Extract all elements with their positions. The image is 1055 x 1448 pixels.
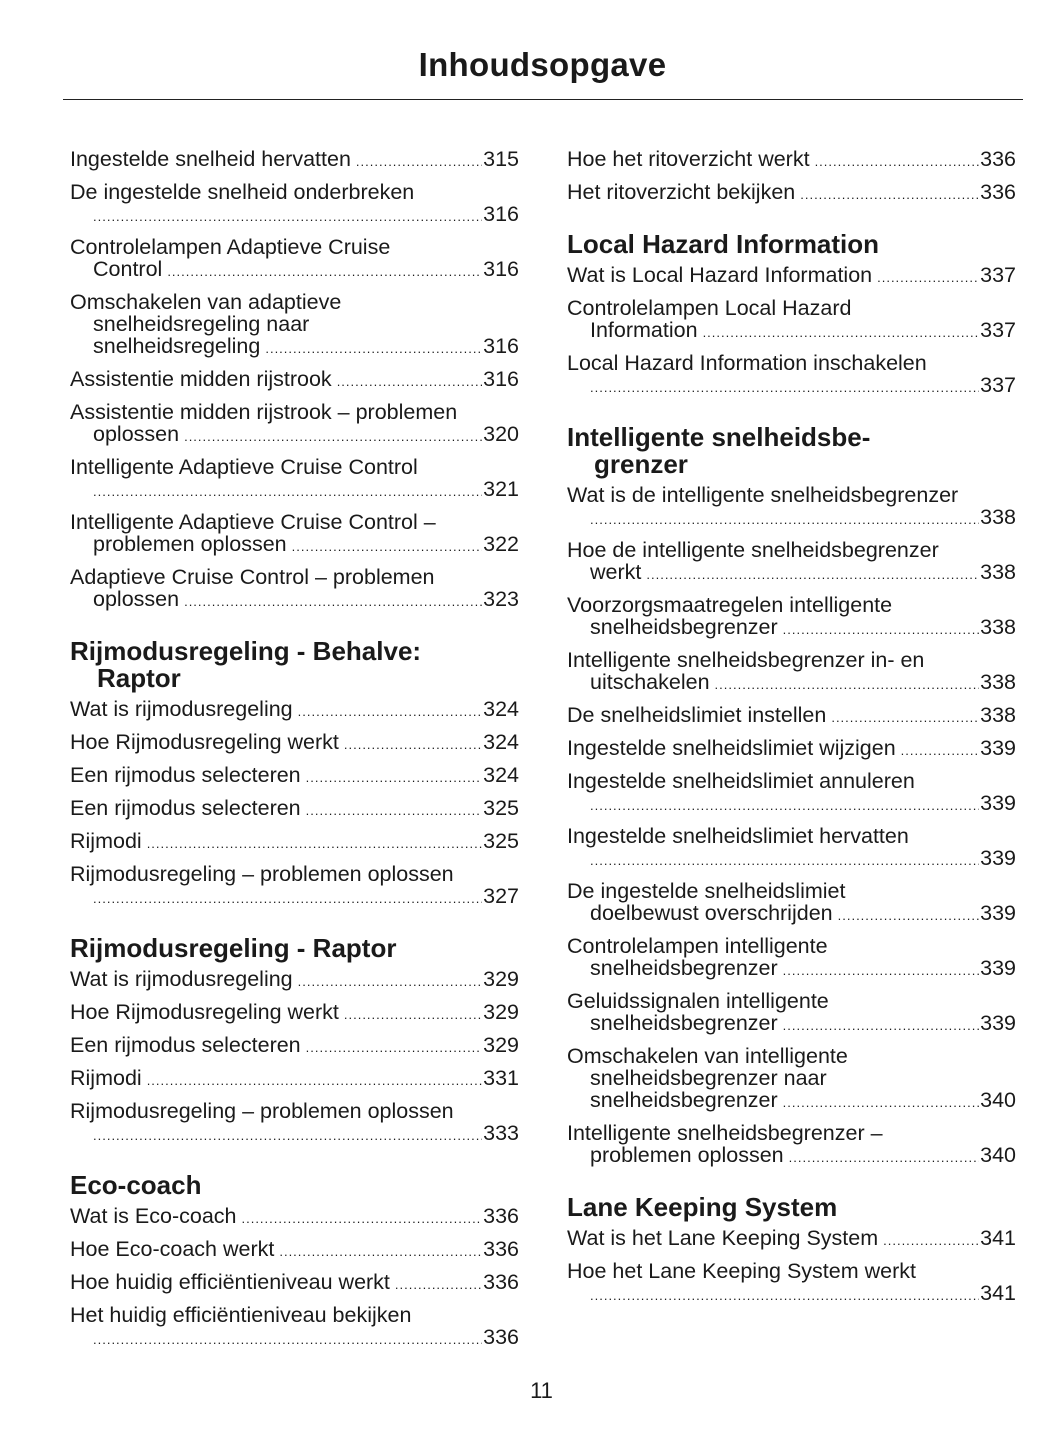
toc-entry[interactable] — [567, 704, 1016, 729]
entry-last-line — [567, 902, 1016, 927]
entry-last-line — [567, 957, 1016, 982]
dot-leader — [789, 1147, 979, 1169]
dot-leader — [395, 1274, 482, 1296]
entry-page-number[interactable]: 339 — [980, 1011, 1016, 1035]
entry-title-line: werkt — [590, 560, 642, 584]
entry-page-number[interactable]: 338 — [980, 615, 1016, 639]
entry-page-number[interactable]: 339 — [980, 846, 1016, 870]
dot-leader — [279, 1241, 482, 1263]
entry-title-line: snelheidsbegrenzer — [590, 956, 778, 980]
entry-page-number[interactable]: 325 — [483, 829, 519, 853]
dot-leader — [800, 184, 979, 206]
entry-page-number[interactable]: 316 — [483, 367, 519, 391]
entry-last-line — [567, 616, 1016, 641]
entry-title-line: Intelligente snelheidsbegrenzer – — [567, 1121, 883, 1145]
entry-title-line: Hoe Rijmodusregeling werkt — [70, 1000, 339, 1024]
entry-page-number[interactable]: 316 — [483, 257, 519, 281]
entry-last-line — [70, 968, 519, 993]
dot-leader — [241, 1208, 482, 1230]
entry-last-line — [70, 335, 519, 360]
dot-leader — [337, 371, 482, 393]
entry-title-line: Een rijmodus selecteren — [70, 796, 301, 820]
entry-title-line: Assistentie midden rijstrook – problemen — [70, 400, 458, 424]
entry-title-line: Intelligente Adaptieve Cruise Control — [70, 455, 418, 479]
entry-title-line: Control — [93, 257, 163, 281]
entry-title-line: Geluidssignalen intelligente — [567, 989, 829, 1013]
entry-last-line — [70, 830, 519, 855]
toc-entry[interactable] — [567, 990, 1016, 1037]
toc-entry[interactable] — [567, 484, 1016, 531]
dot-leader — [883, 1230, 979, 1252]
entry-last-line — [70, 1034, 519, 1059]
entry-title-line: snelheidsbegrenzer — [590, 1011, 778, 1035]
entry-page-number[interactable]: 338 — [980, 560, 1016, 584]
dot-leader — [715, 674, 980, 696]
entry-title-line: Een rijmodus selecteren — [70, 763, 301, 787]
entry-last-line — [70, 1271, 519, 1296]
entry-title-line: Controlelampen intelligente — [567, 934, 828, 958]
entry-title-line: Rijmodi — [70, 1066, 142, 1090]
dot-leader — [298, 971, 482, 993]
entry-last-line — [567, 1227, 1016, 1252]
entry-title-line: Hoe Rijmodusregeling werkt — [70, 730, 339, 754]
toc-entry[interactable] — [567, 1260, 1016, 1307]
entry-last-line — [567, 704, 1016, 729]
toc-entry[interactable] — [567, 181, 1016, 206]
toc-entry[interactable] — [70, 1100, 519, 1147]
entry-title-line: Rijmodusregeling – problemen oplossen — [70, 862, 454, 886]
entry-last-line — [70, 203, 519, 228]
entry-last-line — [567, 561, 1016, 586]
entry-title-line: Controlelampen Adaptieve Cruise — [70, 235, 391, 259]
entry-page-number[interactable]: 338 — [980, 670, 1016, 694]
entry-title-line: Local Hazard Information inschakelen — [567, 351, 927, 375]
page-title: Inhoudsopgave — [418, 46, 667, 83]
entry-last-line — [567, 1089, 1016, 1114]
section-heading — [70, 935, 519, 962]
entry-page-number[interactable]: 340 — [980, 1143, 1016, 1167]
entry-page-number[interactable]: 337 — [980, 373, 1016, 397]
entry-last-line — [567, 792, 1016, 817]
entry-page-number[interactable]: 315 — [483, 147, 519, 171]
section-heading-line: Intelligente snelheidsbe- — [567, 422, 871, 452]
entry-last-line — [567, 737, 1016, 762]
toc-entry[interactable] — [70, 368, 519, 393]
dot-leader — [184, 426, 482, 448]
entry-title-line: Omschakelen van intelligente — [567, 1044, 848, 1068]
entry-title-line: Hoe het ritoverzicht werkt — [567, 147, 810, 171]
entry-title-line: Intelligente Adaptieve Cruise Control – — [70, 510, 436, 534]
toc-entry[interactable] — [70, 181, 519, 228]
toc-entry[interactable] — [70, 731, 519, 756]
toc-entry[interactable] — [70, 401, 519, 448]
toc-entry[interactable] — [567, 935, 1016, 982]
entry-last-line — [70, 1205, 519, 1230]
entry-last-line — [567, 506, 1016, 531]
entry-last-line — [70, 423, 519, 448]
dot-leader — [298, 701, 482, 723]
entry-last-line — [567, 847, 1016, 872]
dot-leader — [306, 1037, 482, 1059]
entry-title-line: Wat is het Lane Keeping System — [567, 1226, 879, 1250]
entry-page-number[interactable]: 339 — [980, 901, 1016, 925]
entry-title-line: Wat is rijmodusregeling — [70, 697, 293, 721]
entry-last-line — [70, 885, 519, 910]
section-heading — [567, 424, 1016, 478]
entry-last-line — [70, 148, 519, 173]
dot-leader — [590, 850, 979, 872]
toc-entry[interactable] — [70, 797, 519, 822]
entry-title-line: doelbewust overschrijden — [590, 901, 833, 925]
entry-page-number[interactable]: 321 — [483, 477, 519, 501]
toc-section — [70, 638, 519, 910]
entry-title-line: Controlelampen Local Hazard — [567, 296, 852, 320]
dot-leader — [590, 1285, 979, 1307]
dot-leader — [590, 795, 979, 817]
entry-title-line: Assistentie midden rijstrook — [70, 367, 332, 391]
dot-leader — [93, 481, 482, 503]
toc-entry[interactable] — [70, 511, 519, 558]
entry-page-number[interactable]: 324 — [483, 763, 519, 787]
entry-title-line: uitschakelen — [590, 670, 710, 694]
entry-last-line — [567, 319, 1016, 344]
entry-title-line: snelheidsbegrenzer — [590, 1088, 778, 1112]
entry-page-number[interactable]: 336 — [483, 1204, 519, 1228]
entry-title-line: Hoe huidig efficiëntieniveau werkt — [70, 1270, 390, 1294]
entry-page-number[interactable]: 333 — [483, 1121, 519, 1145]
entry-page-number[interactable]: 339 — [980, 736, 1016, 760]
entry-page-number[interactable]: 323 — [483, 587, 519, 611]
dot-leader — [646, 564, 979, 586]
toc-entry[interactable] — [70, 1205, 519, 1230]
entry-title-line: Een rijmodus selecteren — [70, 1033, 301, 1057]
title-divider — [63, 99, 1023, 100]
dot-leader — [93, 206, 482, 228]
toc-entry[interactable] — [567, 352, 1016, 399]
dot-leader — [292, 536, 482, 558]
entry-last-line — [567, 1012, 1016, 1037]
entry-title-line: Ingestelde snelheidslimiet annuleren — [567, 769, 915, 793]
toc-entry[interactable] — [70, 236, 519, 283]
toc-entry[interactable] — [70, 863, 519, 910]
entry-title-line: oplossen — [93, 422, 180, 446]
dot-leader — [167, 261, 482, 283]
toc-entry[interactable] — [567, 880, 1016, 927]
toc-entry[interactable] — [70, 1271, 519, 1296]
entry-last-line — [70, 258, 519, 283]
section-heading-line: Local Hazard Information — [567, 229, 880, 259]
entry-page-number[interactable]: 336 — [483, 1270, 519, 1294]
entry-last-line — [70, 1326, 519, 1351]
toc-entry[interactable] — [567, 770, 1016, 817]
toc-entry[interactable] — [70, 1001, 519, 1026]
dot-leader — [184, 591, 482, 613]
entry-page-number[interactable]: 339 — [980, 791, 1016, 815]
entry-title-line: Voorzorgsmaatregelen intelligente — [567, 593, 893, 617]
entry-last-line — [70, 764, 519, 789]
dot-leader — [590, 509, 979, 531]
entry-title-line: Ingestelde snelheid hervatten — [70, 147, 351, 171]
dot-leader — [783, 960, 979, 982]
entry-title-line: Rijmodi — [70, 829, 142, 853]
toc-entry[interactable] — [567, 1045, 1016, 1114]
toc-entry[interactable] — [70, 566, 519, 613]
entry-title-line: Hoe het Lane Keeping System werkt — [567, 1259, 916, 1283]
entry-page-number[interactable]: 329 — [483, 1033, 519, 1057]
toc-entry[interactable] — [567, 825, 1016, 872]
entry-page-number[interactable]: 329 — [483, 1000, 519, 1024]
entry-last-line — [70, 1067, 519, 1092]
section-heading — [567, 1194, 1016, 1221]
entry-title-line: Hoe Eco-coach werkt — [70, 1237, 275, 1261]
toc-section — [567, 1194, 1016, 1307]
entry-title-line: De snelheidslimiet instellen — [567, 703, 827, 727]
page-number: 11 — [530, 1378, 553, 1403]
entry-title-line: Ingestelde snelheidslimiet wijzigen — [567, 736, 896, 760]
entry-page-number[interactable]: 336 — [483, 1325, 519, 1349]
entry-page-number[interactable]: 336 — [980, 147, 1016, 171]
entry-last-line — [567, 181, 1016, 206]
entry-page-number[interactable]: 341 — [980, 1226, 1016, 1250]
dot-leader — [306, 800, 482, 822]
entry-title-line: Hoe de intelligente snelheidsbegrenzer — [567, 538, 939, 562]
entry-last-line — [70, 797, 519, 822]
toc-entry[interactable] — [70, 291, 519, 360]
toc-section — [70, 1172, 519, 1351]
entry-title-line: oplossen — [93, 587, 180, 611]
toc-entry[interactable] — [70, 1238, 519, 1263]
entry-title-line: Wat is Eco-coach — [70, 1204, 237, 1228]
entry-page-number[interactable]: 327 — [483, 884, 519, 908]
entry-page-number[interactable]: 337 — [980, 318, 1016, 342]
entry-title-line: De ingestelde snelheidslimiet — [567, 879, 846, 903]
toc-entry[interactable] — [567, 594, 1016, 641]
dot-leader — [831, 707, 979, 729]
dot-leader — [93, 888, 482, 910]
entry-title-line: Rijmodusregeling – problemen oplossen — [70, 1099, 454, 1123]
entry-title-line: Intelligente snelheidsbegrenzer in- en — [567, 648, 925, 672]
entry-page-number[interactable]: 325 — [483, 796, 519, 820]
entry-last-line — [70, 1122, 519, 1147]
toc-section — [70, 935, 519, 1147]
entry-last-line — [567, 671, 1016, 696]
toc-section — [567, 148, 1016, 206]
entry-title-line: De ingestelde snelheid onderbreken — [70, 180, 415, 204]
toc-entry[interactable] — [70, 1304, 519, 1351]
dot-leader — [703, 322, 980, 344]
entry-title-line: Information — [590, 318, 698, 342]
entry-page-number[interactable]: 324 — [483, 730, 519, 754]
section-heading-line: Lane Keeping System — [567, 1192, 838, 1222]
toc-entry[interactable] — [70, 148, 519, 173]
toc-entry[interactable] — [567, 297, 1016, 344]
entry-page-number[interactable]: 316 — [483, 334, 519, 358]
entry-last-line — [567, 1282, 1016, 1307]
dot-leader — [93, 1329, 482, 1351]
entry-page-number[interactable]: 324 — [483, 697, 519, 721]
entry-page-number[interactable]: 339 — [980, 956, 1016, 980]
toc-column-left — [70, 148, 519, 1359]
entry-title-line: snelheidsbegrenzer naar — [590, 1066, 827, 1090]
entry-last-line — [567, 264, 1016, 289]
dot-leader — [344, 1004, 482, 1026]
toc-entry[interactable] — [70, 1034, 519, 1059]
dot-leader — [783, 1015, 979, 1037]
entry-last-line — [70, 731, 519, 756]
section-heading — [70, 1172, 519, 1199]
toc-entry[interactable] — [567, 737, 1016, 762]
toc-section — [567, 424, 1016, 1169]
section-heading-line: Eco-coach — [70, 1170, 202, 1200]
dot-leader — [783, 619, 979, 641]
dot-leader — [147, 833, 482, 855]
section-heading-line: Raptor — [97, 663, 181, 693]
section-heading-line: Rijmodusregeling - Behalve: — [70, 636, 422, 666]
entry-title-line: Wat is de intelligente snelheidsbegrenzer — [567, 483, 959, 507]
dot-leader — [147, 1070, 482, 1092]
toc-entry[interactable] — [70, 698, 519, 723]
entry-last-line — [70, 368, 519, 393]
entry-last-line — [70, 533, 519, 558]
entry-page-number[interactable]: 338 — [980, 505, 1016, 529]
entry-title-line: Omschakelen van adaptieve — [70, 290, 342, 314]
entry-page-number[interactable]: 316 — [483, 202, 519, 226]
entry-last-line — [70, 1001, 519, 1026]
entry-title-line: Het huidig efficiëntieniveau bekijken — [70, 1303, 412, 1327]
entry-title-line: snelheidsregeling — [93, 334, 261, 358]
entry-last-line — [567, 148, 1016, 173]
dot-leader — [783, 1092, 979, 1114]
entry-title-line: problemen oplossen — [590, 1143, 784, 1167]
toc-entry[interactable] — [567, 148, 1016, 173]
dot-leader — [877, 267, 979, 289]
entry-last-line — [70, 588, 519, 613]
section-heading — [567, 231, 1016, 258]
dot-leader — [93, 1125, 482, 1147]
entry-page-number[interactable]: 331 — [483, 1066, 519, 1090]
dot-leader — [590, 377, 979, 399]
section-heading — [70, 638, 519, 692]
entry-title-line: Adaptieve Cruise Control – problemen — [70, 565, 435, 589]
entry-title-line: snelheidsregeling naar — [93, 312, 310, 336]
entry-page-number[interactable]: 337 — [980, 263, 1016, 287]
entry-last-line — [70, 1238, 519, 1263]
entry-title-line: Het ritoverzicht bekijken — [567, 180, 796, 204]
dot-leader — [265, 338, 482, 360]
entry-title-line: snelheidsbegrenzer — [590, 615, 778, 639]
toc-column-right — [567, 148, 1016, 1315]
entry-page-number[interactable]: 340 — [980, 1088, 1016, 1112]
entry-page-number[interactable]: 329 — [483, 967, 519, 991]
toc-section — [567, 231, 1016, 399]
toc-entry[interactable] — [567, 1122, 1016, 1169]
entry-title-line: problemen oplossen — [93, 532, 287, 556]
entry-page-number[interactable]: 320 — [483, 422, 519, 446]
entry-page-number[interactable]: 336 — [483, 1237, 519, 1261]
entry-title-line: Ingestelde snelheidslimiet hervatten — [567, 824, 909, 848]
toc-entry[interactable] — [70, 456, 519, 503]
toc-entry[interactable] — [70, 1067, 519, 1092]
entry-last-line — [70, 698, 519, 723]
entry-page-number[interactable]: 338 — [980, 703, 1016, 727]
entry-title-line: Wat is Local Hazard Information — [567, 263, 873, 287]
dot-leader — [306, 767, 482, 789]
toc-entry[interactable] — [70, 968, 519, 993]
entry-last-line — [70, 478, 519, 503]
dot-leader — [815, 151, 980, 173]
dot-leader — [356, 151, 482, 173]
entry-page-number[interactable]: 341 — [980, 1281, 1016, 1305]
entry-title-line: Wat is rijmodusregeling — [70, 967, 293, 991]
section-heading-line: grenzer — [594, 449, 688, 479]
toc-entry[interactable] — [567, 264, 1016, 289]
entry-last-line — [567, 374, 1016, 399]
toc-entry[interactable] — [70, 764, 519, 789]
entry-page-number[interactable]: 336 — [980, 180, 1016, 204]
toc-entry[interactable] — [70, 830, 519, 855]
entry-page-number[interactable]: 322 — [483, 532, 519, 556]
section-heading-line: Rijmodusregeling - Raptor — [70, 933, 397, 963]
toc-entry[interactable] — [567, 649, 1016, 696]
toc-entry[interactable] — [567, 539, 1016, 586]
toc-entry[interactable] — [567, 1227, 1016, 1252]
dot-leader — [838, 905, 980, 927]
entry-last-line — [567, 1144, 1016, 1169]
dot-leader — [901, 740, 979, 762]
toc-section — [70, 148, 519, 613]
dot-leader — [344, 734, 482, 756]
